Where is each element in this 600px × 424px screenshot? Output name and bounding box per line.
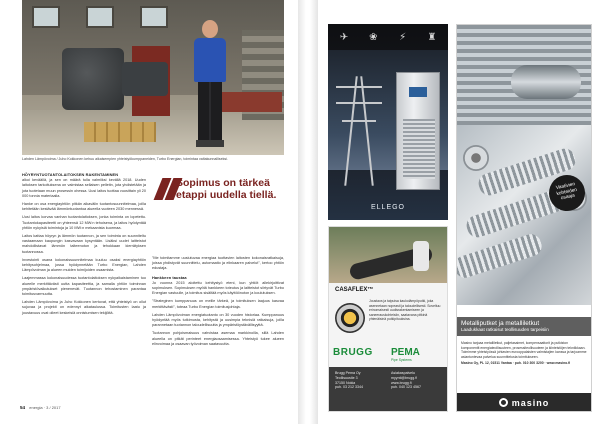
heat-exchanger-photo	[457, 25, 591, 125]
masino-heading-band	[457, 317, 591, 336]
casaflex-ad[interactable]	[328, 226, 448, 412]
photo-tube	[511, 65, 581, 99]
left-page	[12, 0, 297, 424]
article-paragraph: Uusi laitos korvaa vanhan tuotantolaitoksen, jonka toiminta on lopetettu. Tuotantokapasiteetti on yhteensä 12 MW:n tehoisena, ja laitos hyödyntää yhtiön nykyisiä toimintoja ja 10 MW:n mekaanista kuormaa.	[22, 215, 146, 230]
page-number: 54	[20, 405, 26, 410]
article-paragraph: Jo vuonna 2015 aloitettu kehitystyö eteni, kun yhtiöt allekirjoittivat sopimuksen. Sopimuksen myötä hankkeen toteutus ja laitteistot siirtyvät Turbo Energian vastuulle, ja toimitus sisältää myös käyttöönoton ja koulutuksen.	[152, 280, 284, 296]
metal-hose	[457, 232, 544, 281]
contact-line: Brugg Pema Oy	[335, 371, 361, 375]
photo-bench	[222, 92, 282, 112]
article-column-2	[152, 256, 284, 350]
article-paragraph: Laajemmassa kokonaisuudessa tuotantolaitoksen nykyaikaistaminen tuo alueelle merkittävästi uutta kapasiteettia, ja samalla yhtiön toiminnan ympäristövaikutukset pienenevät. Tuotannon tehostaminen parantaa toimitusvarmuutta.	[22, 276, 146, 297]
tower-icon: ♜	[427, 32, 437, 43]
metal-hose-photo	[457, 125, 591, 305]
pema-logo-text: PEMA	[391, 347, 420, 358]
contact-line: www.brugg.fi	[391, 380, 412, 385]
ellego-ad[interactable]	[328, 24, 448, 220]
person-pants	[198, 82, 222, 142]
article-paragraph: Investointi osana kokonaissuunnitelmaa kuuluu osaksi energiayhtiön kehitysohjelmaa, jossa hyödynnetään Turbo Energian, Lahden Lämpövoiman ja alueen muiden toimijoiden osaamista.	[22, 257, 146, 273]
person-head	[202, 20, 218, 38]
magazine-name: energia · 3 / 2017	[29, 405, 61, 410]
article-paragraph: "Strateginen kumppanuus on meille tärkeä, ja toimituksen laajuus kasvaa merkittävästi", toteaa Turbo Energian toimitusjohtaja.	[152, 299, 284, 309]
masino-ring-icon	[499, 398, 508, 407]
photo-window	[86, 6, 114, 28]
masino-badge: Vaativien kohteiden osaaja	[546, 172, 589, 215]
contact-line: Asiakaspalvelu	[391, 371, 415, 375]
ellego-logo: ELLEGO	[370, 204, 405, 211]
cabinet-vent	[403, 119, 435, 179]
contact-line: puh. 040 123 4567	[391, 385, 421, 390]
masino-logo-text: masino	[511, 398, 550, 408]
pipe-installation-photo	[329, 227, 447, 283]
article-photo	[22, 0, 284, 155]
article-subheading: Hankkeen taustaa	[152, 274, 187, 280]
ad-icon-row	[336, 30, 440, 46]
flange	[463, 145, 489, 171]
contact-line: myynti@brugg.fi	[391, 375, 418, 380]
article-paragraph: alkoi keväällä, ja sen on määrä tulla valmiiksi kevällä 2018. Uuden laitoksen tarkoituksena on valmistaa sellaisen pelletin, jota yhdistetään ja jota tuotetaan muun prosessin ohessa. Uusi laitos tuottaa vuosittain yli 20 000 tonnia materiaalia.	[22, 178, 146, 198]
article-paragraph: Lahden Lämpövoima ja Juho Kokkonen kertovat, että yhteistyö on ollut sujuvaa ja projekti on edennyt aikataulussa. Toimitusten laatu ja joustavuus ovat olleet keskeisiä onnistumisen tekijöitä.	[22, 300, 146, 315]
photo-pallet	[84, 122, 156, 142]
article-paragraph: "Me toimitamme uusiutuvaa energiaa tuottavien laitosten kokonaisratkaisuja, joissa yhdistyvät suunnittelu, automaatio ja elinkaaren palvelut", kertoo yhtiön edustaja.	[152, 256, 284, 271]
contact-line: 37150 Nokia	[335, 380, 356, 385]
article-paragraph: Laitos kattaa höyryn ja lämmön tuotannon, ja sen toiminta on suunniteltu vastaamaan kaupungin kasvavaan kysyntään. Lisäksi uudet laitteistot mahdollistavat lämmön talteenoton ja tehokkaan kierrätyksen tuotannossa.	[22, 234, 146, 254]
brugg-logo-text: BRUGG	[333, 347, 373, 358]
masino-body	[461, 341, 587, 366]
contact-line: puh. 03 212 3344	[335, 385, 363, 390]
person-shoes	[196, 140, 224, 147]
page-gutter	[298, 0, 318, 424]
masino-logo	[457, 393, 591, 412]
pipe-cross-section	[335, 303, 365, 333]
photo-window	[140, 6, 168, 28]
article-subheading: HÖYRYNTUOTANTOLAITOKSEN RAKENTAMINEN	[22, 172, 119, 177]
page-footer	[20, 405, 61, 410]
masino-contact: Masino Oy, PL 12, 01511 Vantaa · puh. 010 300 3200 · www.masino.fi	[461, 361, 571, 366]
pull-quote-text: Sopimus on tärkeä etappi uudella tiellä.	[176, 177, 277, 201]
casaflex-title: CASAFLEX™	[335, 287, 374, 293]
person-shirt	[194, 38, 226, 82]
right-page	[318, 0, 600, 424]
airplane-icon: ✈	[339, 32, 349, 43]
masino-body-text: Masino tarjoaa metalliletkut, paljetasaimet, kompensaattorit ja putkiston komponentit energiateollisuuteen, prosessiteollisuuteen ja kiinteistöjen tekniikkaan. Toimimme yhteistyössä johtavien eurooppalaisten valmistajien kanssa ja tarjoamme asiantuntevaa palvelua suunnittelusta toimitukseen.	[461, 341, 587, 359]
photo-motor	[122, 62, 168, 96]
masino-subheading: Laadukkaat ratkaisut teollisuuden tarpeisiin	[461, 327, 549, 333]
pema-logo-sub: Pipe Systems	[391, 358, 412, 362]
photo-person	[192, 20, 226, 148]
wind-icon: ❀	[369, 32, 378, 43]
article-column-1	[22, 172, 146, 319]
cabinet-screen	[409, 87, 427, 97]
photo-machine	[62, 48, 124, 110]
brugg-pema-logo	[333, 347, 443, 365]
contact-left	[335, 371, 387, 390]
contact-line: Teollisuustie 3	[335, 375, 358, 380]
casaflex-body: Joustava ja taipuisa kaukolämpöputki, joka asennetaan nopeasti ja taloudellisesti. Soveltuu erinomaisesti uudisrakentamiseen ja saneerauskohteisiin, saatavana pitkinä yhtenäisinä putkipituuksina.	[369, 299, 441, 322]
photo-window	[32, 6, 60, 28]
pull-quote	[152, 176, 284, 246]
photo-caption: Lahden Lämpövoima / Juho Kokkonen kehuu aikaisempien yhteistyökumppaneiden, Turbo Energian, toimintaa valtakunnalliseksi.	[22, 157, 228, 161]
contact-band	[329, 367, 447, 411]
lightning-icon: ⚡	[399, 32, 407, 43]
ups-cabinet	[396, 72, 440, 190]
power-pylon	[342, 76, 376, 186]
article-paragraph: Hanke on osa energiayhtiön pitkän aikavälin tuotantosuunnitelmaa, joilla kehitetään kestävää lämmöntuotantoa alueella vuoteen 2030 mennessä.	[22, 202, 146, 212]
masino-heading: Metalliputket ja metalliletkut	[461, 320, 540, 327]
contact-right	[391, 371, 443, 390]
masino-ad[interactable]	[456, 24, 592, 412]
article-paragraph: Lahden Lämpövoiman energiatuotanto on 30 vuoden historiaa. Kumppanuus hyödyntää myös tutkimusta, kehitystä ja uusimpia teknisiä ratkaisuja, joilla parannetaan tuotannon taloudellisuutta ja ympäristöystävällisyyttä.	[152, 312, 284, 328]
photo-worker	[413, 241, 429, 271]
article-paragraph: Tuotannon pohjoismaisuus vahvistaa asemaa markkinoilla, sillä Lahden alueella on pitkät perinteet energiaosaamisessa. Yhteistyö tukee alueen elinvoimaa ja osaavan työvoiman saatavuutta.	[152, 331, 284, 346]
